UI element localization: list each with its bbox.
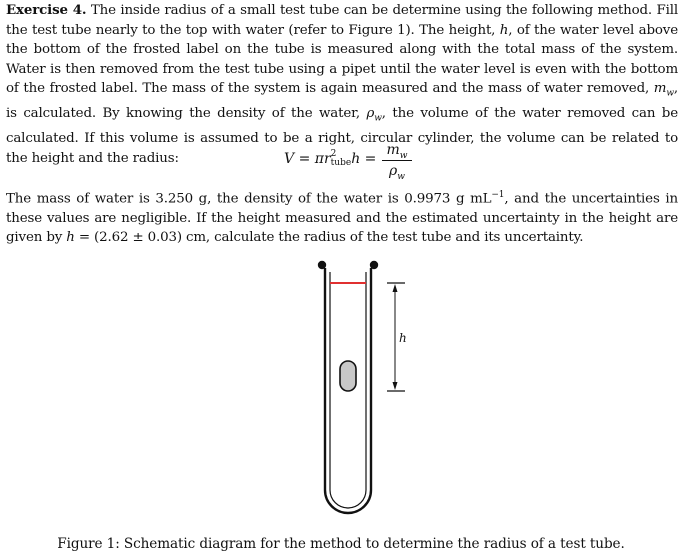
exercise-heading: Exercise 4. (6, 2, 87, 18)
problem-paragraph (6, 186, 678, 248)
height-arrow-up (393, 284, 398, 292)
volume-equation (262, 141, 422, 183)
test-tube-inner-bottom (330, 490, 366, 508)
height-label: h (399, 331, 407, 345)
problem-height-symbol: h (66, 230, 75, 246)
density-subscript: w (374, 113, 382, 124)
equation-lhs (284, 150, 376, 168)
test-tube (318, 261, 378, 513)
numerator-symbol: m (386, 142, 400, 158)
exercise-text-4: , the volume of the water removed can be calculated. If this volume is assumed to be a right, circular cylinder, the volume can be related to the height and the radius: (6, 106, 678, 166)
denominator-symbol: ρ (389, 163, 398, 179)
eq-radius-scripts (331, 150, 352, 168)
numerator-subscript: w (399, 150, 408, 161)
test-tube-outline (325, 268, 371, 513)
mass-water-symbol: m (653, 81, 667, 96)
denominator-subscript: w (397, 171, 405, 182)
fraction-denominator (382, 162, 412, 180)
eq-volume-symbol: V (284, 151, 295, 167)
figure-caption: Figure 1: Schematic diagram for the method to determine the radius of a test tube. (57, 536, 625, 552)
fraction-numerator (382, 141, 412, 159)
problem-text-3: = (2.62 ± 0.03) cm, calculate the radius of the test tube and its uncertainty. (74, 230, 584, 246)
tube-rim-right (370, 261, 378, 269)
density-symbol: ρ (366, 106, 375, 122)
eq-radius-symbol: r (323, 151, 331, 167)
exercise-text-3: , is calculated. By knowing the density of the water, (6, 81, 678, 122)
eq-height-symbol: h (351, 151, 361, 167)
equation-fraction (382, 141, 412, 180)
problem-text-2: , and the uncertainties in these values are negligible. If the height measured and the estimated uncertainty in the height are given by (6, 191, 678, 246)
eq-equals-1: = (294, 151, 315, 167)
eq-radius-subscript: tube (330, 158, 352, 168)
eq-radius-superscript: 2 (330, 149, 337, 159)
height-dimension (387, 283, 407, 391)
frosted-label (340, 361, 356, 391)
exercise-text-1: The inside radius of a small test tube can be determine using the following method. Fill the test tube nearly to the top with water (refer to Figure 1). The height, (6, 3, 678, 38)
mass-water-subscript: w (666, 88, 674, 99)
eq-pi-symbol: π (314, 151, 324, 167)
exercise-text-2: , of the water level above the bottom of the frosted label on the tube is measured along with the total mass of the system. Water is then removed from the test tube using a pipet until the water level is even with the bottom of the frosted label. The mass of the system is again measured and the mass of water removed, (6, 22, 678, 96)
unit-exponent: −1 (491, 190, 505, 200)
eq-equals-2: = (360, 151, 377, 167)
height-symbol: h (499, 22, 509, 38)
tube-rim-left (318, 261, 326, 269)
height-arrow-down (393, 382, 398, 390)
problem-text-1: The mass of water is 3.250 g, the density of the water is 0.9973 g mL (6, 191, 492, 207)
